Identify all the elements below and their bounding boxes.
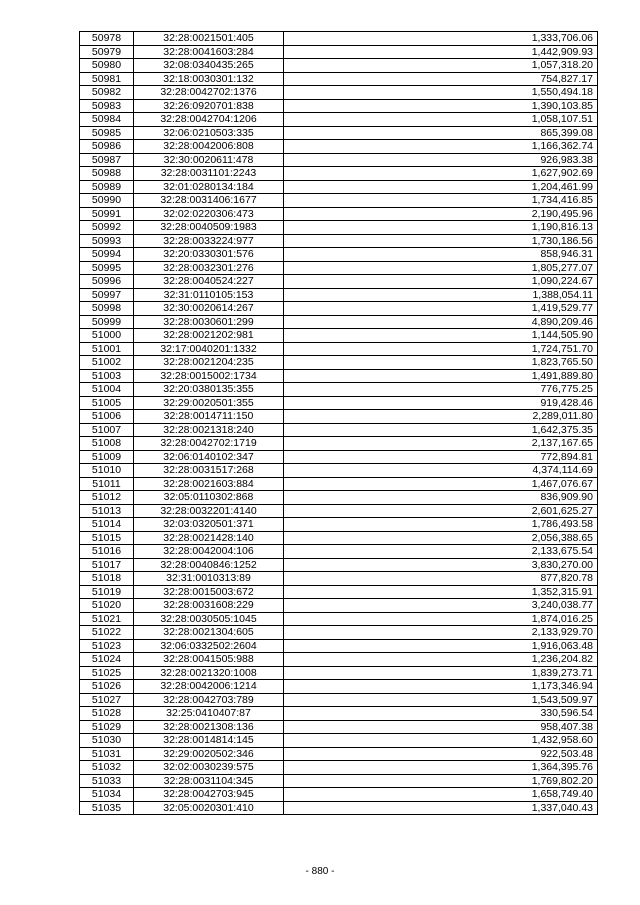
cadastral-number-cell: 32:28:0021304:605 <box>134 626 284 640</box>
value-cell: 877,820.78 <box>284 572 598 586</box>
value-cell: 1,442,909.93 <box>284 45 598 59</box>
page-number: - 880 - <box>305 866 335 877</box>
row-number-cell: 50982 <box>80 86 134 100</box>
cadastral-number-cell: 32:29:0020502:346 <box>134 747 284 761</box>
cadastral-number-cell: 32:29:0020501:355 <box>134 396 284 410</box>
cadastral-number-cell: 32:28:0021428:140 <box>134 531 284 545</box>
value-cell: 1,190,816.13 <box>284 221 598 235</box>
row-number-cell: 50990 <box>80 194 134 208</box>
row-number-cell: 51027 <box>80 693 134 707</box>
table-row <box>80 288 598 302</box>
cadastral-number-cell: 32:28:0031406:1677 <box>134 194 284 208</box>
table-row <box>80 639 598 653</box>
value-cell: 2,190,495.96 <box>284 207 598 221</box>
cadastral-number-cell: 32:02:0220306:473 <box>134 207 284 221</box>
value-cell: 1,823,765.50 <box>284 356 598 370</box>
table-row <box>80 275 598 289</box>
value-cell: 926,983.38 <box>284 153 598 167</box>
cadastral-number-cell: 32:28:0042703:945 <box>134 788 284 802</box>
row-number-cell: 50998 <box>80 302 134 316</box>
table-row <box>80 572 598 586</box>
row-number-cell: 50986 <box>80 140 134 154</box>
cadastral-number-cell: 32:28:0021202:981 <box>134 329 284 343</box>
table-row <box>80 126 598 140</box>
table-row <box>80 707 598 721</box>
row-number-cell: 51004 <box>80 383 134 397</box>
table-row <box>80 315 598 329</box>
cadastral-number-cell: 32:28:0021603:884 <box>134 477 284 491</box>
value-cell: 2,601,625.27 <box>284 504 598 518</box>
table-row <box>80 612 598 626</box>
cadastral-number-cell: 32:06:0210503:335 <box>134 126 284 140</box>
cadastral-number-cell: 32:28:0042006:808 <box>134 140 284 154</box>
cadastral-value-table <box>79 31 598 815</box>
row-number-cell: 50996 <box>80 275 134 289</box>
row-number-cell: 50979 <box>80 45 134 59</box>
cadastral-number-cell: 32:28:0031608:229 <box>134 599 284 613</box>
table-row <box>80 180 598 194</box>
row-number-cell: 51009 <box>80 450 134 464</box>
row-number-cell: 51021 <box>80 612 134 626</box>
value-cell: 836,909.90 <box>284 491 598 505</box>
cadastral-number-cell: 32:25:0410407:87 <box>134 707 284 721</box>
value-cell: 2,133,675.54 <box>284 545 598 559</box>
cadastral-number-cell: 32:28:0030505:1045 <box>134 612 284 626</box>
cadastral-number-cell: 32:17:0040201:1332 <box>134 342 284 356</box>
cadastral-number-cell: 32:20:0380135:355 <box>134 383 284 397</box>
row-number-cell: 51035 <box>80 801 134 815</box>
row-number-cell: 51033 <box>80 774 134 788</box>
cadastral-number-cell: 32:28:0021501:405 <box>134 32 284 46</box>
row-number-cell: 51031 <box>80 747 134 761</box>
row-number-cell: 50994 <box>80 248 134 262</box>
table-row <box>80 450 598 464</box>
row-number-cell: 50985 <box>80 126 134 140</box>
row-number-cell: 50993 <box>80 234 134 248</box>
value-cell: 1,144,505.90 <box>284 329 598 343</box>
value-cell: 3,240,038.77 <box>284 599 598 613</box>
cadastral-number-cell: 32:28:0030601:299 <box>134 315 284 329</box>
value-cell: 1,057,318.20 <box>284 59 598 73</box>
value-cell: 1,724,751.70 <box>284 342 598 356</box>
table-row <box>80 356 598 370</box>
row-number-cell: 50978 <box>80 32 134 46</box>
value-cell: 2,133,929.70 <box>284 626 598 640</box>
cadastral-number-cell: 32:28:0042703:789 <box>134 693 284 707</box>
cadastral-number-cell: 32:28:0042702:1376 <box>134 86 284 100</box>
row-number-cell: 50989 <box>80 180 134 194</box>
table-row <box>80 59 598 73</box>
value-cell: 1,627,902.69 <box>284 167 598 181</box>
value-cell: 1,467,076.67 <box>284 477 598 491</box>
cadastral-number-cell: 32:28:0021320:1008 <box>134 666 284 680</box>
table-row <box>80 653 598 667</box>
value-cell: 958,407.38 <box>284 720 598 734</box>
value-cell: 1,786,493.58 <box>284 518 598 532</box>
row-number-cell: 51016 <box>80 545 134 559</box>
row-number-cell: 51011 <box>80 477 134 491</box>
row-number-cell: 51022 <box>80 626 134 640</box>
row-number-cell: 50992 <box>80 221 134 235</box>
table-row <box>80 437 598 451</box>
value-cell: 1,166,362.74 <box>284 140 598 154</box>
cadastral-number-cell: 32:28:0021318:240 <box>134 423 284 437</box>
table-row <box>80 32 598 46</box>
table-row <box>80 99 598 113</box>
row-number-cell: 51003 <box>80 369 134 383</box>
value-cell: 1,236,204.82 <box>284 653 598 667</box>
row-number-cell: 51020 <box>80 599 134 613</box>
table-body <box>80 32 598 815</box>
table-row <box>80 72 598 86</box>
table-row <box>80 774 598 788</box>
value-cell: 1,658,749.40 <box>284 788 598 802</box>
value-cell: 1,491,889.80 <box>284 369 598 383</box>
value-cell: 1,916,063.48 <box>284 639 598 653</box>
cadastral-number-cell: 32:28:0041505:988 <box>134 653 284 667</box>
row-number-cell: 51032 <box>80 761 134 775</box>
table-row <box>80 693 598 707</box>
value-cell: 858,946.31 <box>284 248 598 262</box>
table-row <box>80 666 598 680</box>
value-cell: 2,056,388.65 <box>284 531 598 545</box>
row-number-cell: 50981 <box>80 72 134 86</box>
cadastral-number-cell: 32:28:0021308:136 <box>134 720 284 734</box>
table-row <box>80 558 598 572</box>
value-cell: 1,543,509.97 <box>284 693 598 707</box>
row-number-cell: 51013 <box>80 504 134 518</box>
row-number-cell: 50980 <box>80 59 134 73</box>
value-cell: 1,388,054.11 <box>284 288 598 302</box>
cadastral-number-cell: 32:03:0320501:371 <box>134 518 284 532</box>
row-number-cell: 51008 <box>80 437 134 451</box>
value-cell: 1,769,802.20 <box>284 774 598 788</box>
cadastral-number-cell: 32:28:0042702:1719 <box>134 437 284 451</box>
table-row <box>80 464 598 478</box>
row-number-cell: 50997 <box>80 288 134 302</box>
table-row <box>80 734 598 748</box>
value-cell: 1,364,395.76 <box>284 761 598 775</box>
row-number-cell: 51019 <box>80 585 134 599</box>
cadastral-number-cell: 32:28:0032301:276 <box>134 261 284 275</box>
value-cell: 772,894.81 <box>284 450 598 464</box>
value-cell: 2,289,011.80 <box>284 410 598 424</box>
cadastral-number-cell: 32:31:0010313:89 <box>134 572 284 586</box>
row-number-cell: 51018 <box>80 572 134 586</box>
table-row <box>80 680 598 694</box>
table-row <box>80 585 598 599</box>
value-cell: 1,390,103.85 <box>284 99 598 113</box>
value-cell: 4,374,114.69 <box>284 464 598 478</box>
cadastral-number-cell: 32:05:0020301:410 <box>134 801 284 815</box>
row-number-cell: 51023 <box>80 639 134 653</box>
table-row <box>80 491 598 505</box>
row-number-cell: 51000 <box>80 329 134 343</box>
table-row <box>80 747 598 761</box>
row-number-cell: 51006 <box>80 410 134 424</box>
row-number-cell: 51014 <box>80 518 134 532</box>
value-cell: 1,874,016.25 <box>284 612 598 626</box>
cadastral-number-cell: 32:28:0040846:1252 <box>134 558 284 572</box>
value-cell: 3,830,270.00 <box>284 558 598 572</box>
table-row <box>80 626 598 640</box>
cadastral-number-cell: 32:28:0041603:284 <box>134 45 284 59</box>
table-row <box>80 113 598 127</box>
cadastral-number-cell: 32:28:0014711:150 <box>134 410 284 424</box>
table-row <box>80 194 598 208</box>
row-number-cell: 51030 <box>80 734 134 748</box>
row-number-cell: 50987 <box>80 153 134 167</box>
cadastral-number-cell: 32:28:0033224:977 <box>134 234 284 248</box>
cadastral-number-cell: 32:26:0920701:838 <box>134 99 284 113</box>
cadastral-number-cell: 32:01:0280134:184 <box>134 180 284 194</box>
value-cell: 1,734,416.85 <box>284 194 598 208</box>
value-cell: 776,775.25 <box>284 383 598 397</box>
cadastral-number-cell: 32:02:0030239:575 <box>134 761 284 775</box>
cadastral-number-cell: 32:31:0110105:153 <box>134 288 284 302</box>
value-cell: 1,805,277.07 <box>284 261 598 275</box>
value-cell: 919,428.46 <box>284 396 598 410</box>
value-cell: 1,204,461.99 <box>284 180 598 194</box>
row-number-cell: 51017 <box>80 558 134 572</box>
row-number-cell: 50988 <box>80 167 134 181</box>
cadastral-number-cell: 32:05:0110302:868 <box>134 491 284 505</box>
value-cell: 1,550,494.18 <box>284 86 598 100</box>
cadastral-number-cell: 32:28:0015002:1734 <box>134 369 284 383</box>
cadastral-number-cell: 32:28:0031517:268 <box>134 464 284 478</box>
table-row <box>80 477 598 491</box>
value-cell: 1,173,346.94 <box>284 680 598 694</box>
table-row <box>80 167 598 181</box>
cadastral-number-cell: 32:06:0140102:347 <box>134 450 284 464</box>
row-number-cell: 51028 <box>80 707 134 721</box>
cadastral-number-cell: 32:28:0014814:145 <box>134 734 284 748</box>
row-number-cell: 51024 <box>80 653 134 667</box>
table-row <box>80 531 598 545</box>
value-cell: 1,090,224.67 <box>284 275 598 289</box>
table-row <box>80 342 598 356</box>
row-number-cell: 50995 <box>80 261 134 275</box>
table-row <box>80 302 598 316</box>
table-row <box>80 140 598 154</box>
table-row <box>80 207 598 221</box>
cadastral-number-cell: 32:28:0042004:106 <box>134 545 284 559</box>
table-row <box>80 720 598 734</box>
value-cell: 2,137,167.65 <box>284 437 598 451</box>
row-number-cell: 50983 <box>80 99 134 113</box>
value-cell: 1,352,315.91 <box>284 585 598 599</box>
cadastral-number-cell: 32:30:0020614:267 <box>134 302 284 316</box>
table-row <box>80 801 598 815</box>
table-row <box>80 504 598 518</box>
table-row <box>80 248 598 262</box>
cadastral-number-cell: 32:28:0032201:4140 <box>134 504 284 518</box>
row-number-cell: 51034 <box>80 788 134 802</box>
row-number-cell: 51015 <box>80 531 134 545</box>
cadastral-number-cell: 32:28:0031101:2243 <box>134 167 284 181</box>
cadastral-number-cell: 32:28:0015003:672 <box>134 585 284 599</box>
table-row <box>80 396 598 410</box>
value-cell: 865,399.08 <box>284 126 598 140</box>
table-row <box>80 423 598 437</box>
row-number-cell: 51026 <box>80 680 134 694</box>
row-number-cell: 51001 <box>80 342 134 356</box>
cadastral-number-cell: 32:30:0020611:478 <box>134 153 284 167</box>
table-row <box>80 234 598 248</box>
table-row <box>80 518 598 532</box>
row-number-cell: 51002 <box>80 356 134 370</box>
table-row <box>80 329 598 343</box>
cadastral-number-cell: 32:18:0030301:132 <box>134 72 284 86</box>
row-number-cell: 51010 <box>80 464 134 478</box>
value-cell: 1,839,273.71 <box>284 666 598 680</box>
table-row <box>80 410 598 424</box>
table-row <box>80 761 598 775</box>
row-number-cell: 51007 <box>80 423 134 437</box>
table-row <box>80 599 598 613</box>
value-cell: 1,058,107.51 <box>284 113 598 127</box>
cadastral-number-cell: 32:28:0042704:1206 <box>134 113 284 127</box>
row-number-cell: 50999 <box>80 315 134 329</box>
table-row <box>80 788 598 802</box>
table-row <box>80 369 598 383</box>
row-number-cell: 50984 <box>80 113 134 127</box>
cadastral-number-cell: 32:08:0340435:265 <box>134 59 284 73</box>
value-cell: 1,730,186.56 <box>284 234 598 248</box>
cadastral-number-cell: 32:28:0042006:1214 <box>134 680 284 694</box>
value-cell: 1,432,958.60 <box>284 734 598 748</box>
cadastral-number-cell: 32:28:0040524:227 <box>134 275 284 289</box>
value-cell: 922,503.48 <box>284 747 598 761</box>
row-number-cell: 51029 <box>80 720 134 734</box>
row-number-cell: 51012 <box>80 491 134 505</box>
value-cell: 754,827.17 <box>284 72 598 86</box>
table-row <box>80 153 598 167</box>
value-cell: 4,890,209.46 <box>284 315 598 329</box>
table-row <box>80 545 598 559</box>
cadastral-number-cell: 32:28:0031104:345 <box>134 774 284 788</box>
row-number-cell: 51025 <box>80 666 134 680</box>
value-cell: 330,596.54 <box>284 707 598 721</box>
cadastral-number-cell: 32:28:0021204:235 <box>134 356 284 370</box>
table-row <box>80 45 598 59</box>
table-row <box>80 86 598 100</box>
value-cell: 1,333,706.06 <box>284 32 598 46</box>
cadastral-number-cell: 32:20:0330301:576 <box>134 248 284 262</box>
row-number-cell: 51005 <box>80 396 134 410</box>
cadastral-number-cell: 32:28:0040509:1983 <box>134 221 284 235</box>
row-number-cell: 50991 <box>80 207 134 221</box>
value-cell: 1,642,375.35 <box>284 423 598 437</box>
table-row <box>80 261 598 275</box>
table-row <box>80 221 598 235</box>
value-cell: 1,419,529.77 <box>284 302 598 316</box>
table-row <box>80 383 598 397</box>
cadastral-number-cell: 32:06:0332502:2604 <box>134 639 284 653</box>
value-cell: 1,337,040.43 <box>284 801 598 815</box>
